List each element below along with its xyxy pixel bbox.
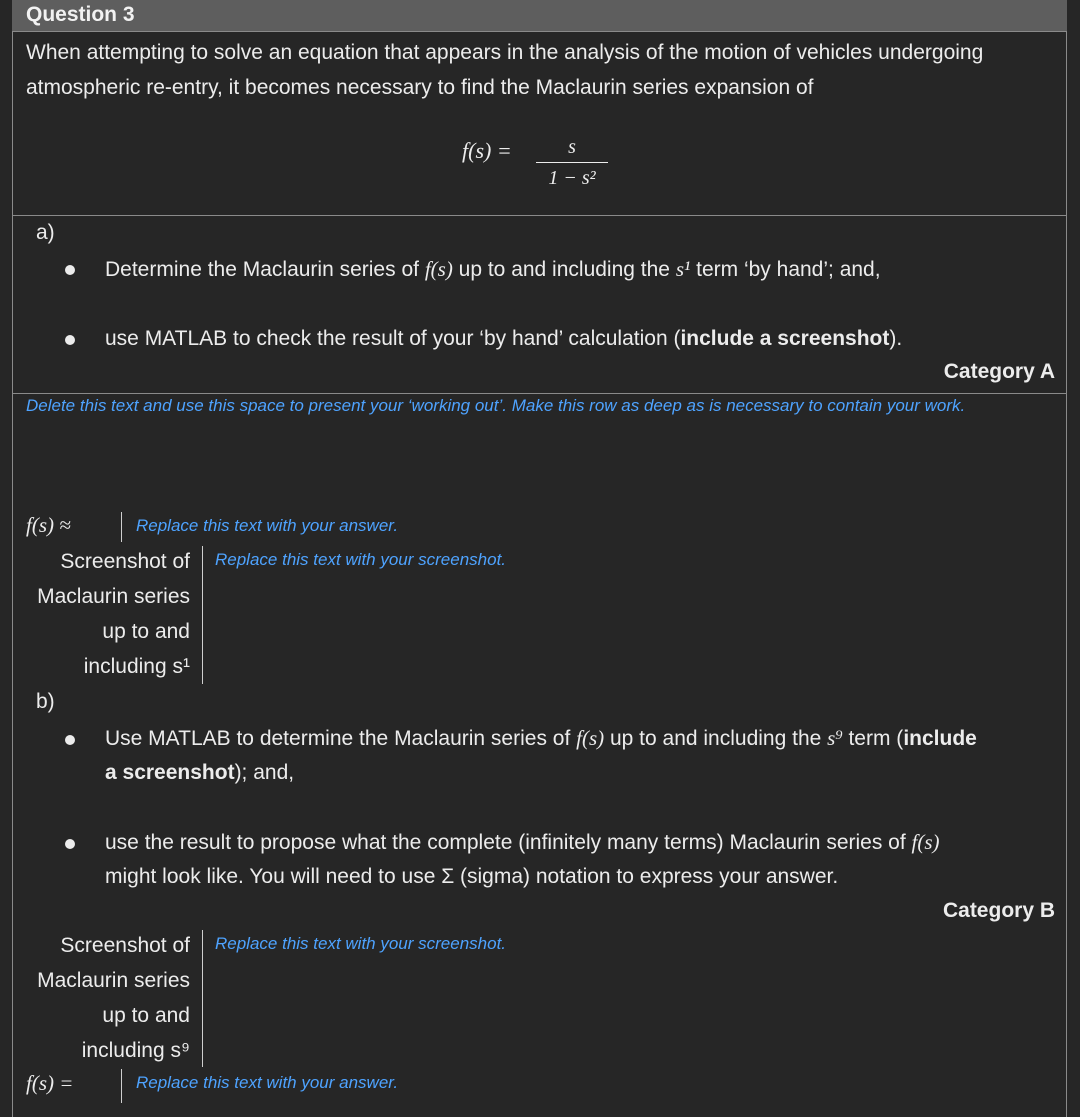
bullet-a1 (65, 265, 75, 275)
intro-line-1: When attempting to solve an equation that appears in the analysis of the motion of vehicles undergoing (26, 41, 984, 64)
a1-text-mid: up to and including the (452, 258, 676, 281)
b1-fs: f(s) (576, 726, 605, 750)
b-answer-label: f(s) = (26, 1071, 74, 1095)
b2-text-line1: use the result to propose what the complete (infinitely many terms) Maclaurin series of (105, 831, 912, 854)
part-b-bullet-1 (105, 721, 1060, 790)
b-screenshot-separator (202, 930, 203, 1067)
a1-text-post: term ‘by hand’; and, (690, 258, 881, 281)
b1-bold-2: a screenshot (105, 761, 235, 784)
a-shot-label-1: Screenshot of (60, 550, 190, 573)
a2-text-post: ). (889, 327, 903, 350)
working-out-note[interactable]: Delete this text and use this space to present your ‘working out’. Make this row as deep as is necessary to contain your work. (26, 396, 966, 415)
intro-line-2: atmospheric re-entry, it becomes necessary to find the Maclaurin series expansion of (26, 76, 814, 99)
a-answer-field[interactable]: Replace this text with your answer. (136, 516, 399, 535)
part-a-label: a) (36, 221, 55, 244)
equation-lhs: f(s) = (462, 138, 512, 163)
a-shot-label-4: including s¹ (83, 655, 190, 678)
b1-text-mid: up to and including the (604, 727, 828, 750)
b-shot-label-2: Maclaurin series (37, 969, 190, 992)
bullet-b1 (65, 735, 75, 745)
frame-right-border (1066, 0, 1067, 1117)
fraction-bar (536, 162, 608, 163)
bullet-a2 (65, 335, 75, 345)
b-answer-field[interactable]: Replace this text with your answer. (136, 1073, 399, 1092)
a1-term: s¹ (675, 257, 691, 281)
a-shot-label-3: up to and (102, 620, 190, 643)
b-screenshot-label (20, 928, 190, 1068)
b1-term: s⁹ (827, 726, 843, 750)
a1-fs: f(s) (424, 257, 453, 281)
part-b-label: b) (36, 690, 55, 713)
divider-line (12, 393, 1067, 394)
b-answer-separator (121, 1069, 122, 1103)
b1-text-post: term ( (842, 727, 904, 750)
a-screenshot-separator (202, 546, 203, 684)
question-header (12, 0, 1067, 32)
a-answer-separator (121, 512, 122, 542)
part-a-bullet-1 (105, 252, 881, 287)
b-shot-label-3: up to and (102, 1004, 190, 1027)
question-title: Question 3 (26, 3, 135, 26)
a-screenshot-field[interactable]: Replace this text with your screenshot. (215, 550, 507, 569)
category-a: Category A (943, 360, 1055, 383)
b-screenshot-field[interactable]: Replace this text with your screenshot. (215, 934, 507, 953)
a2-text-bold: include a screenshot (680, 327, 890, 350)
b-shot-label-4: including s⁹ (81, 1039, 190, 1062)
divider-line (12, 215, 1067, 216)
a-answer-label: f(s) ≈ (26, 513, 71, 537)
b1-text-pre: Use MATLAB to determine the Maclaurin series of (105, 727, 577, 750)
a-screenshot-label (20, 544, 190, 684)
question-intro (26, 35, 1061, 105)
frame-left-border (12, 0, 13, 1117)
a1-text-pre: Determine the Maclaurin series of (105, 258, 425, 281)
b-shot-label-1: Screenshot of (60, 934, 190, 957)
part-a-bullet-2 (105, 322, 902, 356)
category-b: Category B (942, 899, 1055, 922)
b2-text-line2: might look like. You will need to use Σ (sigma) notation to express your answer. (105, 865, 839, 888)
a2-text-pre: use MATLAB to check the result of your ‘by hand’ calculation ( (105, 327, 681, 350)
b1-text-post2: ); and, (234, 761, 295, 784)
equation-numerator: s (568, 136, 576, 158)
equation-denominator: 1 − s² (548, 167, 596, 189)
equation-fraction (536, 134, 608, 190)
b2-fs: f(s) (911, 830, 940, 854)
bullet-b2 (65, 839, 75, 849)
b1-bold-1: include (903, 727, 977, 750)
a-shot-label-2: Maclaurin series (37, 585, 190, 608)
part-b-bullet-2 (105, 825, 1060, 894)
